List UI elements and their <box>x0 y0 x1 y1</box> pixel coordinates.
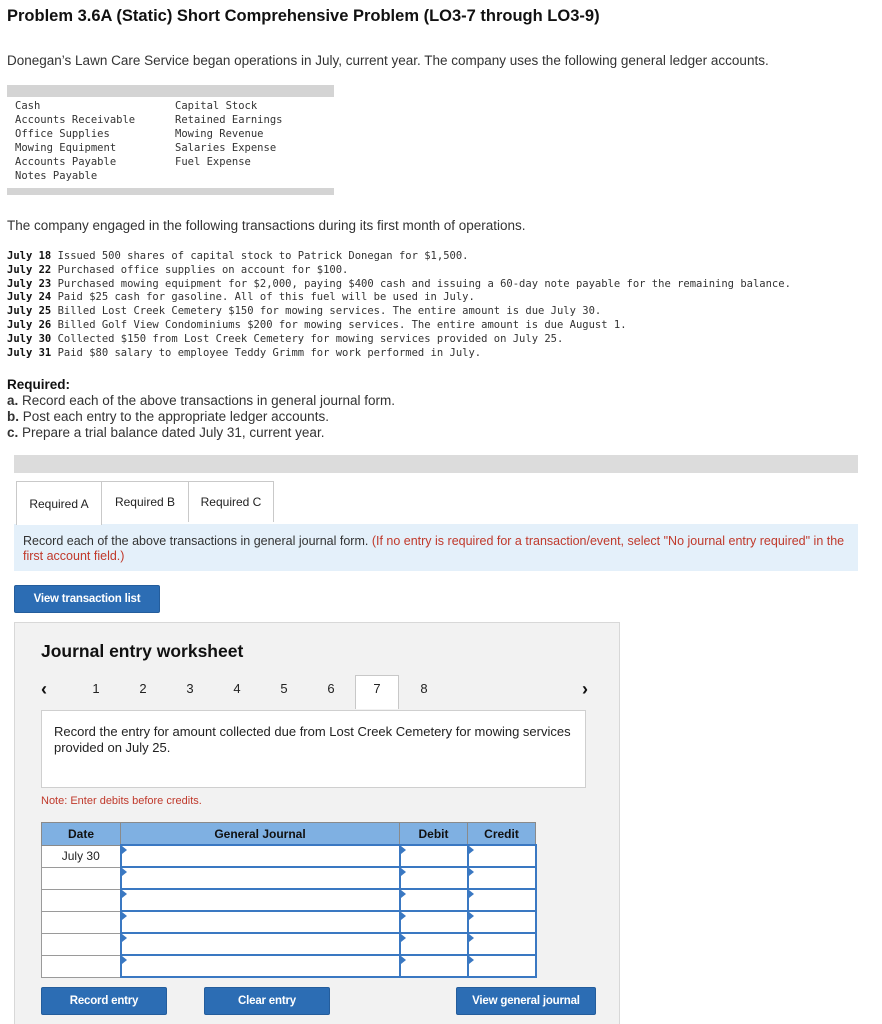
column-header-credit: Credit <box>468 823 536 846</box>
credit-input[interactable] <box>468 955 536 977</box>
required-text: Post each entry to the appropriate ledger accounts. <box>19 409 329 424</box>
account-item: Retained Earnings <box>175 113 283 126</box>
entry-prompt: Record the entry for amount collected due from Lost Creek Cemetery for mowing services provided on July 25. <box>41 710 586 788</box>
account-item: Fuel Expense <box>175 155 251 168</box>
transaction-row <box>7 333 791 347</box>
page-4[interactable]: 4 <box>233 681 241 696</box>
problem-title: Problem 3.6A (Static) Short Comprehensive Problem (LO3-7 through LO3-9) <box>7 7 600 25</box>
credit-input[interactable] <box>468 867 536 889</box>
debit-input[interactable] <box>400 911 468 933</box>
transaction-row <box>7 250 791 264</box>
debit-input[interactable] <box>400 889 468 911</box>
credit-input[interactable] <box>468 911 536 933</box>
transaction-date: July 22 <box>7 263 52 276</box>
tab-required-a[interactable]: Required A <box>16 481 102 525</box>
journal-row <box>42 867 536 889</box>
account-item: Accounts Receivable <box>15 113 136 126</box>
transaction-date: July 24 <box>7 291 52 304</box>
debit-input[interactable] <box>400 867 468 889</box>
account-item: Notes Payable <box>15 169 98 182</box>
date-cell <box>42 911 121 933</box>
record-entry-button[interactable]: Record entry <box>41 987 167 1015</box>
account-item: Salaries Expense <box>175 141 277 154</box>
date-cell <box>42 889 121 911</box>
credit-input[interactable] <box>468 933 536 955</box>
column-header-general-journal: General Journal <box>121 823 400 846</box>
transaction-row <box>7 278 791 292</box>
required-item <box>7 425 395 441</box>
page-5[interactable]: 5 <box>280 681 288 696</box>
required-tabs <box>16 481 274 524</box>
view-general-journal-button[interactable]: View general journal <box>456 987 596 1015</box>
credit-input[interactable] <box>468 889 536 911</box>
journal-header-row <box>42 823 536 846</box>
page-7[interactable]: 7 <box>373 681 381 696</box>
transaction-date: July 26 <box>7 318 52 331</box>
column-header-date: Date <box>42 823 121 846</box>
journal-entry-worksheet <box>14 622 620 1024</box>
journal-row <box>42 845 536 867</box>
date-cell <box>42 933 121 955</box>
debits-note: Note: Enter debits before credits. <box>41 795 202 807</box>
transaction-text: Issued 500 shares of capital stock to Patrick Donegan for $1,500. <box>51 250 469 262</box>
account-item: Capital Stock <box>175 100 258 112</box>
account-input[interactable] <box>121 933 400 955</box>
required-letter: b. <box>7 409 19 424</box>
page-8[interactable]: 8 <box>420 681 428 696</box>
clear-entry-button[interactable]: Clear entry <box>204 987 330 1015</box>
account-item: Office Supplies <box>15 127 110 140</box>
transaction-text: Paid $25 cash for gasoline. All of this fuel will be used in July. <box>51 291 475 304</box>
accounts-list-bottom-bar <box>7 188 334 195</box>
page-1[interactable]: 1 <box>92 681 100 696</box>
worksheet-title: Journal entry worksheet <box>41 641 244 661</box>
chevron-left-icon[interactable]: ‹ <box>41 679 47 699</box>
date-cell <box>42 867 121 889</box>
required-item <box>7 409 395 425</box>
date-cell: July 30 <box>42 845 121 867</box>
journal-row <box>42 889 536 911</box>
transaction-row <box>7 319 791 333</box>
tab-required-c[interactable]: Required C <box>188 481 274 522</box>
accounts-list <box>7 85 334 195</box>
account-input[interactable] <box>121 911 400 933</box>
transaction-date: July 23 <box>7 277 52 290</box>
transaction-date: July 25 <box>7 305 52 318</box>
worksheet-pager <box>41 675 597 707</box>
transaction-row <box>7 305 791 319</box>
transaction-text: Collected $150 from Lost Creek Cemetery for mowing services provided on July 25. <box>51 332 564 345</box>
instruction-hint: (If no entry is required for a transaction/event, select "No journal entry required" in the first account field.) <box>23 534 845 563</box>
page-6[interactable]: 6 <box>327 681 335 696</box>
account-input[interactable] <box>121 845 400 867</box>
transaction-date: July 30 <box>7 332 52 345</box>
transaction-date: July 18 <box>7 250 52 262</box>
transaction-date: July 31 <box>7 346 52 359</box>
transaction-row <box>7 291 791 305</box>
date-cell <box>42 955 121 977</box>
accounts-column-2 <box>175 100 282 170</box>
instruction-panel <box>14 524 858 571</box>
transaction-row <box>7 264 791 278</box>
required-text: Prepare a trial balance dated July 31, current year. <box>18 425 325 440</box>
required-list <box>7 393 395 441</box>
required-item <box>7 393 395 409</box>
account-input[interactable] <box>121 867 400 889</box>
transaction-text: Billed Lost Creek Cemetery $150 for mowing services. The entire amount is due July 30. <box>51 305 602 318</box>
required-letter: c. <box>7 425 19 440</box>
accounts-list-top-bar <box>7 85 334 97</box>
debit-input[interactable] <box>400 955 468 977</box>
required-text: Record each of the above transactions in general journal form. <box>18 393 395 408</box>
transaction-text: Billed Golf View Condominiums $200 for mowing services. The entire amount is due August 1. <box>51 318 627 331</box>
transaction-text: Purchased office supplies on account for $100. <box>51 263 349 276</box>
chevron-right-icon[interactable]: › <box>582 679 588 699</box>
instruction-text: Record each of the above transactions in general journal form. <box>23 534 372 548</box>
account-item: Mowing Revenue <box>175 127 264 140</box>
account-input[interactable] <box>121 889 400 911</box>
page-3[interactable]: 3 <box>186 681 194 696</box>
account-item: Mowing Equipment <box>15 141 117 154</box>
journal-table <box>41 822 537 978</box>
transaction-text: Purchased mowing equipment for $2,000, paying $400 cash and issuing a 60-day note payable for the remaining balance. <box>51 277 791 290</box>
tab-required-b[interactable]: Required B <box>101 481 189 522</box>
transactions-list <box>7 250 791 360</box>
debit-input[interactable] <box>400 933 468 955</box>
accounts-column-1 <box>15 100 135 183</box>
debit-input[interactable] <box>400 845 468 867</box>
credit-input[interactable] <box>468 845 536 867</box>
section-divider <box>14 455 858 473</box>
account-item: Cash <box>15 100 41 112</box>
account-item: Accounts Payable <box>15 155 117 168</box>
journal-row <box>42 911 536 933</box>
view-transaction-list-button[interactable]: View transaction list <box>14 585 160 613</box>
journal-row <box>42 933 536 955</box>
transaction-row <box>7 347 791 361</box>
problem-intro: Donegan’s Lawn Care Service began operations in July, current year. The company uses the following general ledger accounts. <box>7 53 769 68</box>
transaction-text: Paid $80 salary to employee Teddy Grimm for work performed in July. <box>51 346 482 359</box>
required-heading: Required: <box>7 377 71 392</box>
required-letter: a. <box>7 393 19 408</box>
account-input[interactable] <box>121 955 400 977</box>
column-header-debit: Debit <box>400 823 468 846</box>
journal-row <box>42 955 536 977</box>
page-2[interactable]: 2 <box>139 681 147 696</box>
transactions-intro: The company engaged in the following transactions during its first month of operations. <box>7 218 526 233</box>
